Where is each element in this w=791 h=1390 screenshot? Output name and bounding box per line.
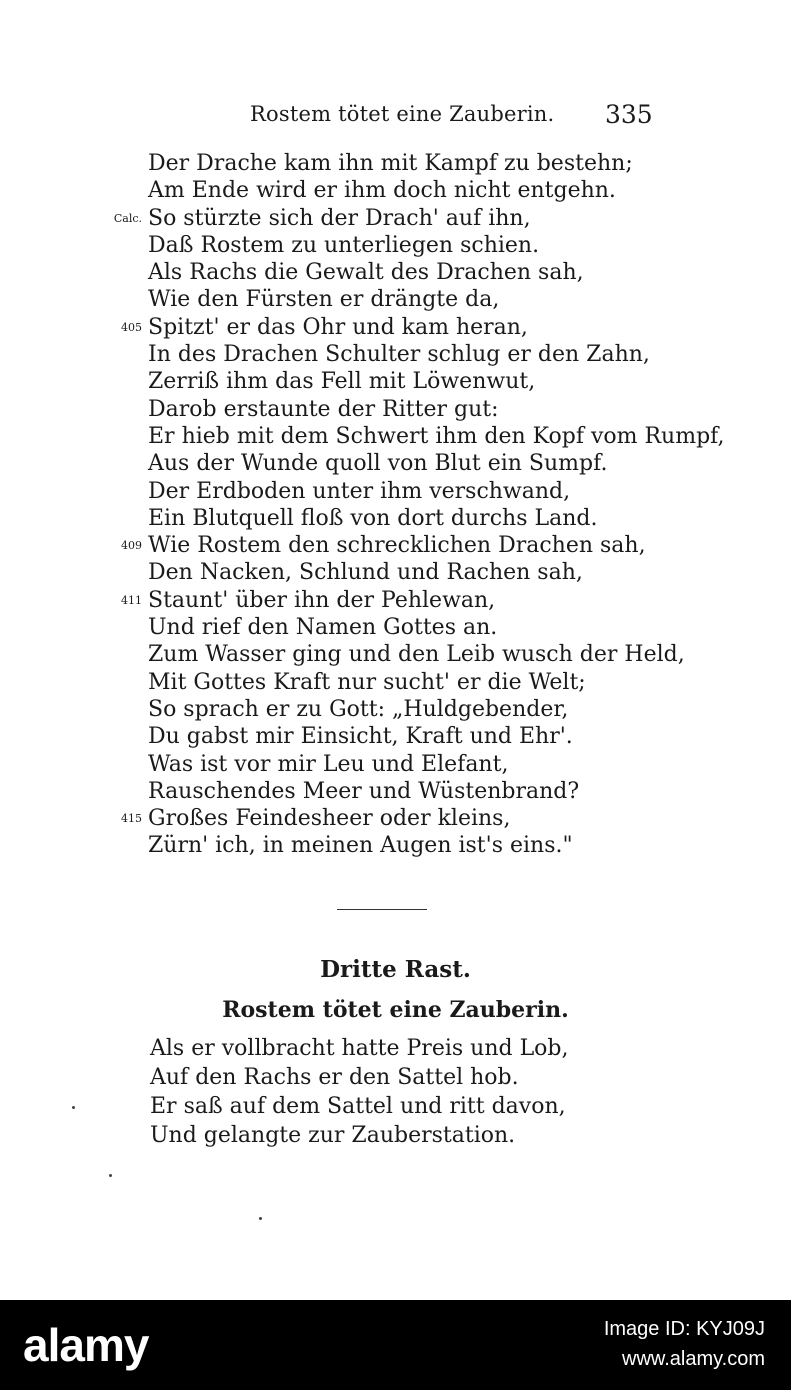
- scan-speck: [72, 1106, 75, 1109]
- section-title: Dritte Rast.: [320, 956, 471, 983]
- poem-line-text: Zum Wasser ging und den Leib wusch der Held,: [148, 642, 685, 668]
- alamy-logo: alamy: [23, 1319, 149, 1371]
- poem-line: [113, 205, 688, 232]
- poem-line-text: So sprach er zu Gott: „Huldgebender,: [148, 696, 569, 722]
- poem-line: [148, 341, 688, 368]
- poem-line: [121, 587, 688, 614]
- poem-line-text: Der Erdboden unter ihm verschwand,: [148, 478, 571, 504]
- verse-marker: 409: [121, 539, 142, 553]
- poem-line-text: Wie Rostem den schrecklichen Drachen sah,: [148, 533, 646, 559]
- image-id: Image ID: KYJ09J: [603, 1318, 765, 1340]
- poem-line: [148, 232, 688, 259]
- poem-line-text: Daß Rostem zu unterliegen schien.: [148, 232, 540, 258]
- poem-line-text: Wie den Fürsten er drängte da,: [148, 287, 500, 313]
- poem-line: [121, 532, 688, 559]
- poem-line-text: Auf den Rachs er den Sattel hob.: [150, 1065, 519, 1090]
- poem-line-text: Was ist vor mir Leu und Elefant,: [148, 751, 509, 777]
- poem-line: [121, 805, 688, 832]
- poem-line: [148, 751, 688, 778]
- poem-line-text: Mit Gottes Kraft nur sucht' er die Welt;: [148, 669, 586, 695]
- scan-speck: [109, 1174, 112, 1177]
- poem-line: [150, 1121, 690, 1150]
- poem-line: [148, 696, 688, 723]
- poem-line: [148, 641, 688, 668]
- poem-line-text: Aus der Wunde quoll von Blut ein Sumpf.: [148, 451, 608, 477]
- running-title: Rostem tötet eine Zauberin.: [250, 102, 555, 126]
- poem-line-text: In des Drachen Schulter schlug er den Zahn,: [148, 342, 650, 368]
- poem-line: [148, 559, 688, 586]
- poem-line-text: Du gabst mir Einsicht, Kraft und Ehr'.: [148, 724, 573, 750]
- poem-line: [148, 177, 688, 204]
- poem-line: [148, 368, 688, 395]
- poem-line-text: Darob erstaunte der Ritter gut:: [148, 396, 499, 422]
- section-subtitle: Rostem tötet eine Zauberin.: [222, 997, 569, 1023]
- poem-stanza-2: [150, 1034, 690, 1150]
- poem-line-text: So stürzte sich der Drach' auf ihn,: [148, 205, 531, 231]
- poem-line-text: Und gelangte zur Zauberstation.: [150, 1123, 516, 1148]
- poem-line-text: Als Rachs die Gewalt des Drachen sah,: [148, 260, 584, 286]
- poem-line-text: Er saß auf dem Sattel und ritt davon,: [150, 1094, 566, 1119]
- poem-line-text: Staunt' über ihn der Pehlewan,: [148, 587, 496, 613]
- poem-stanza: [113, 150, 725, 860]
- poem-line: [148, 478, 688, 505]
- poem-line-text: Spitzt' er das Ohr und kam heran,: [148, 314, 528, 340]
- poem-line-text: Den Nacken, Schlund und Rachen sah,: [148, 560, 583, 586]
- poem-line-text: Großes Feindesheer oder kleins,: [148, 806, 511, 832]
- poem-line: [121, 314, 688, 341]
- verse-marker: 405: [121, 320, 142, 334]
- verse-marker: 411: [121, 593, 142, 607]
- poem-line-text: Ein Blutquell floß von dort durchs Land.: [148, 505, 598, 531]
- poem-line: [148, 150, 688, 177]
- poem-line: [148, 396, 688, 423]
- verse-marker: Calc.: [113, 211, 142, 225]
- poem-line: [148, 505, 688, 532]
- poem-line-text: Er hieb mit dem Schwert ihm den Kopf vom Rumpf,: [148, 423, 725, 449]
- page-number: 335: [605, 100, 653, 129]
- poem-line-text: Und rief den Namen Gottes an.: [148, 615, 498, 641]
- watermark-banner: [0, 1300, 791, 1390]
- poem-line: [148, 614, 688, 641]
- poem-line: [148, 832, 688, 859]
- poem-line-text: Als er vollbracht hatte Preis und Lob,: [150, 1036, 569, 1061]
- poem-line: [150, 1092, 690, 1121]
- poem-line-text: Der Drache kam ihn mit Kampf zu bestehn;: [148, 151, 633, 176]
- poem-line-text: Am Ende wird er ihm doch nicht entgehn.: [148, 178, 616, 204]
- site-url: www.alamy.com: [622, 1348, 765, 1370]
- verse-marker: 415: [121, 812, 142, 826]
- poem-line-text: Zürn' ich, in meinen Augen ist's eins.": [148, 833, 573, 859]
- poem-line: [148, 423, 725, 450]
- poem-line: [148, 286, 688, 313]
- poem-line: [148, 259, 688, 286]
- poem-line: [150, 1034, 690, 1063]
- scan-speck: [259, 1217, 262, 1220]
- poem-line: [148, 723, 688, 750]
- page-header: [0, 100, 791, 134]
- poem-line: [150, 1063, 690, 1092]
- section-divider: [337, 909, 427, 910]
- poem-line-text: Zerriß ihm das Fell mit Löwenwut,: [148, 369, 536, 395]
- poem-line-text: Rauschendes Meer und Wüstenbrand?: [148, 778, 580, 804]
- poem-line: [148, 669, 688, 696]
- poem-line: [148, 778, 688, 805]
- poem-line: [148, 450, 688, 477]
